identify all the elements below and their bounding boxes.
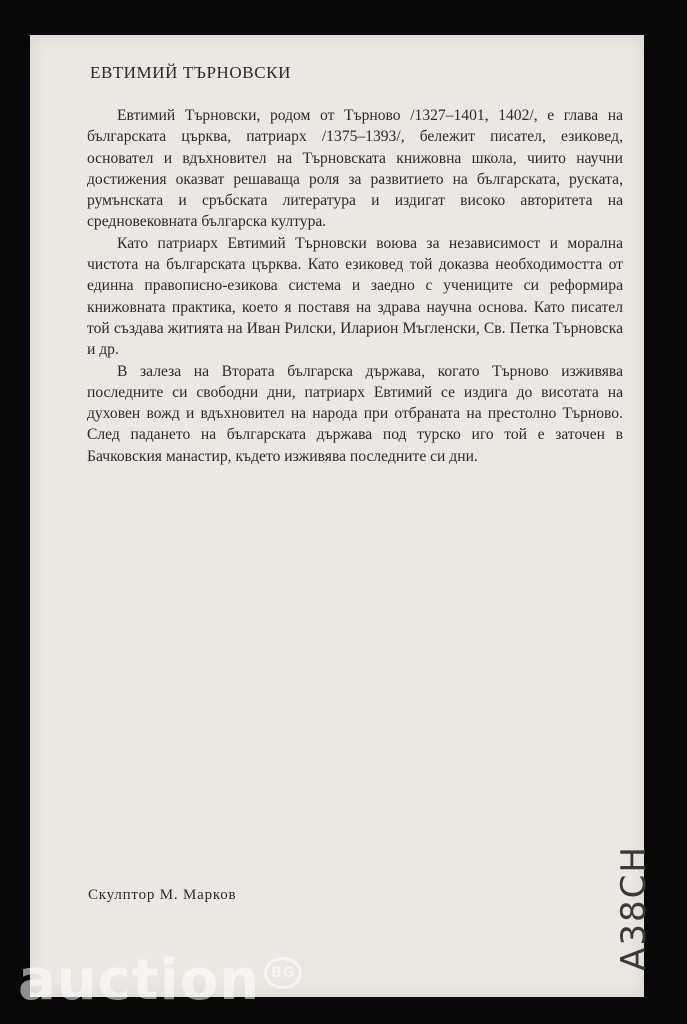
body-text [87, 105, 623, 467]
watermark-suffix: BG [264, 957, 302, 989]
paragraph-3: В залеза на Втората българска държава, когато Търново изживява последните си свободни дни, патриарх Евтимий се издига до висотата на духовен вожд и вдъхновител на народа при отбраната на престолно Търново. След падането на българската държава под турско иго той е заточен в Бачковския манастир, където изживява последните си дни. [87, 362, 623, 465]
sculptor-credit: Скулптор М. Марков [88, 887, 237, 903]
auction-watermark [18, 948, 302, 1013]
postcard-back [30, 35, 654, 997]
paragraph-2: Като патриарх Евтимий Търновски воюва за независимост и морална чистота на българската църква. Като езиковед той доказва необходимостта от единна правописно-езикова система и заедно с учениците си реформира книжовната практика, което я поставя на здрава научна основа. Като писател той създава житията на Иван Рилски, Иларион Мъгленски, Св. Петка Търновска и др. [87, 234, 623, 359]
paragraph-1: Евтимий Търновски, родом от Търново /1327–1401, 1402/, е глава на българската църква, патриарх /1375–1393/, бележит писател, езиковед, основател и вдъхновител на Търновската книжовна школа, чиито научни достижения оказват решаваща роля за развитието на българската, руската, румънската и сръбската литература и издигат високо авторитета на средновековната българска култура. [87, 107, 623, 231]
page-title: ЕВТИМИЙ ТЪРНОВСКИ [90, 63, 291, 82]
watermark-text: auction [18, 948, 261, 1013]
handwritten-note: А38СН [614, 845, 654, 971]
